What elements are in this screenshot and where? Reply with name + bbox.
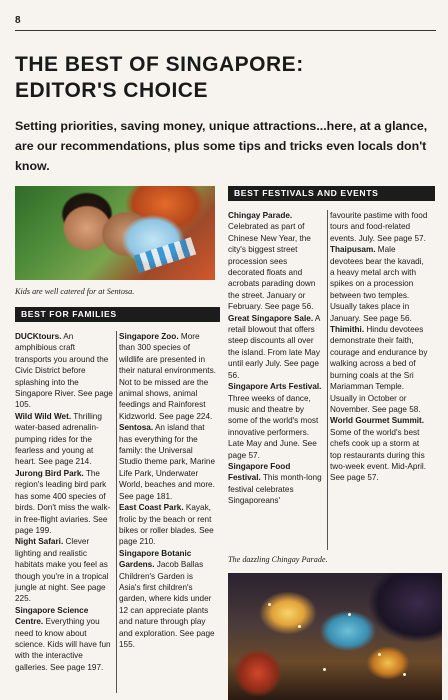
festivals-column-1 — [228, 210, 325, 507]
listing-name: Singapore Food Festival. — [228, 461, 291, 483]
parade-light — [378, 653, 381, 656]
listing-entry — [228, 313, 325, 381]
listing-text: Clever lighting and realistic habitats make you feel as though you're in a tropical jungle at night. See page 225. — [15, 537, 109, 604]
parade-photo — [228, 573, 442, 700]
title-line-1: THE BEST OF SINGAPORE: — [15, 53, 304, 76]
listing-entry — [330, 210, 429, 244]
listing-name: Thaipusam. — [330, 245, 376, 255]
listing-text: More than 300 species of wildlife are presented in their natural environments. Not to be missed are the animal shows, animal feedings and Rainforest Kidzworld. See page 224. — [119, 332, 216, 421]
listing-name: Jurong Bird Park. — [15, 468, 84, 478]
kids-photo-towel — [134, 237, 197, 273]
listing-entry — [228, 210, 325, 313]
listing-text: The region's leading bird park has some 400 species of birds. Don't miss the walk-in free-flight aviaries. See page 199. — [15, 468, 111, 535]
top-rule — [15, 30, 436, 31]
listing-text: favourite pastime with food tours and food-related events. July. See page 57. — [330, 211, 428, 243]
listing-text: Jacob Ballas Children's Garden is Asia's first children's garden, where kids under 12 can appreciate plants and nature through play and exploration. See page 155. — [119, 560, 215, 649]
listing-text: This month-long festival celebrates Singaporeans' — [228, 473, 322, 506]
listing-name: East Coast Park. — [119, 503, 184, 513]
page-number: 8 — [15, 15, 21, 26]
parade-light — [323, 668, 326, 671]
listing-entry — [119, 331, 216, 422]
listing-name: DUCKtours. — [15, 332, 62, 341]
listing-name: Thimithi. — [330, 325, 365, 335]
page-title — [15, 52, 435, 104]
listing-entry — [119, 502, 216, 548]
listing-entry — [330, 415, 429, 483]
listing-text: Celebrated as part of Chinese New Year, the city's biggest street procession sees decorated floats and acrobats parading down the street. January or February. See page 56. — [228, 222, 316, 312]
listing-text: Male devotees bear the kavadi, a heavy metal arch with spikes on a procession between two temples. Usually takes place in January. See page 56. — [330, 245, 424, 323]
kids-photo — [15, 186, 215, 280]
parade-light — [268, 603, 271, 606]
listing-entry — [119, 548, 216, 651]
listing-name: Singapore Zoo. — [119, 332, 179, 341]
parade-photo-caption: The dazzling Chingay Parade. — [228, 555, 328, 564]
listing-entry — [15, 536, 113, 604]
listing-name: Night Safari. — [15, 537, 64, 547]
listing-name: Great Singapore Sale. — [228, 313, 314, 323]
listing-entry — [15, 468, 113, 536]
listing-name: World Gourmet Summit. — [330, 416, 425, 426]
listing-text: A retail blowout that offers steep discounts all over the island. From late May until early July. See page 56. — [228, 313, 320, 380]
listing-entry — [15, 331, 113, 411]
listing-name: Singapore Science Centre. — [15, 605, 89, 627]
column-divider-1 — [116, 331, 117, 693]
listing-text: An island that has everything for the family: the Universal Studio theme park, Marine Life Park, Underwater World, beaches and more. See page 181. — [119, 423, 216, 501]
festivals-heading: BEST FESTIVALS AND EVENTS — [228, 186, 435, 201]
column-divider-2 — [327, 210, 328, 550]
listing-text: Hindu devotees demonstrate their faith, courage and endurance by walking across a bed of burning coals at the Sri Mariamman Temple. Usually in October or November. See page 58. — [330, 325, 428, 414]
listing-text: An amphibious craft transports you around the Civic District before splashing into the Singapore River. See page 105. — [15, 332, 113, 410]
listing-entry — [330, 324, 429, 415]
title-line-2: EDITOR'S CHOICE — [15, 79, 208, 102]
intro-paragraph: Setting priorities, saving money, unique attractions...here, at a glance, are our recommendations, plus some tips and tricks even locals don't know. — [15, 119, 428, 173]
listing-entry — [228, 461, 325, 507]
listing-entry — [119, 422, 216, 502]
listing-name: Chingay Parade. — [228, 211, 293, 220]
listing-entry — [228, 381, 325, 461]
kids-photo-caption: Kids are well catered for at Sentosa. — [15, 287, 135, 296]
listing-text: Three weeks of dance, music and theatre by some of the world's most innovative performers. Late May and June. See page 57. — [228, 393, 319, 460]
listing-text: Everything you need to know about science. Kids will have fun with the interactive galleries. See page 197. — [15, 617, 111, 672]
parade-light — [348, 613, 351, 616]
listing-name: Sentosa. — [119, 423, 154, 433]
listing-text: Some of the world's best chefs cook up a storm at top restaurants during this two-week event. Mid-April. See page 57. — [330, 427, 427, 483]
festivals-column-2 — [330, 210, 429, 484]
listing-name: Singapore Arts Festival. — [228, 382, 322, 392]
listing-entry — [15, 411, 113, 468]
families-column-2 — [119, 331, 216, 650]
listing-entry — [15, 605, 113, 673]
listing-text: Kayak, frolic by the beach or rent bikes or roller blades. See page 210. — [119, 503, 214, 547]
listing-text: Thrilling water-based adrenalin-pumping rides for the fearless and young at heart. See page 214. — [15, 411, 102, 467]
families-heading: BEST FOR FAMILIES — [15, 307, 220, 322]
listing-entry — [330, 244, 429, 324]
parade-light — [298, 625, 301, 628]
families-column-1 — [15, 331, 113, 673]
parade-light — [403, 673, 406, 676]
listing-name: Singapore Botanic Gardens. — [119, 548, 192, 570]
listing-name: Wild Wild Wet. — [15, 411, 72, 421]
